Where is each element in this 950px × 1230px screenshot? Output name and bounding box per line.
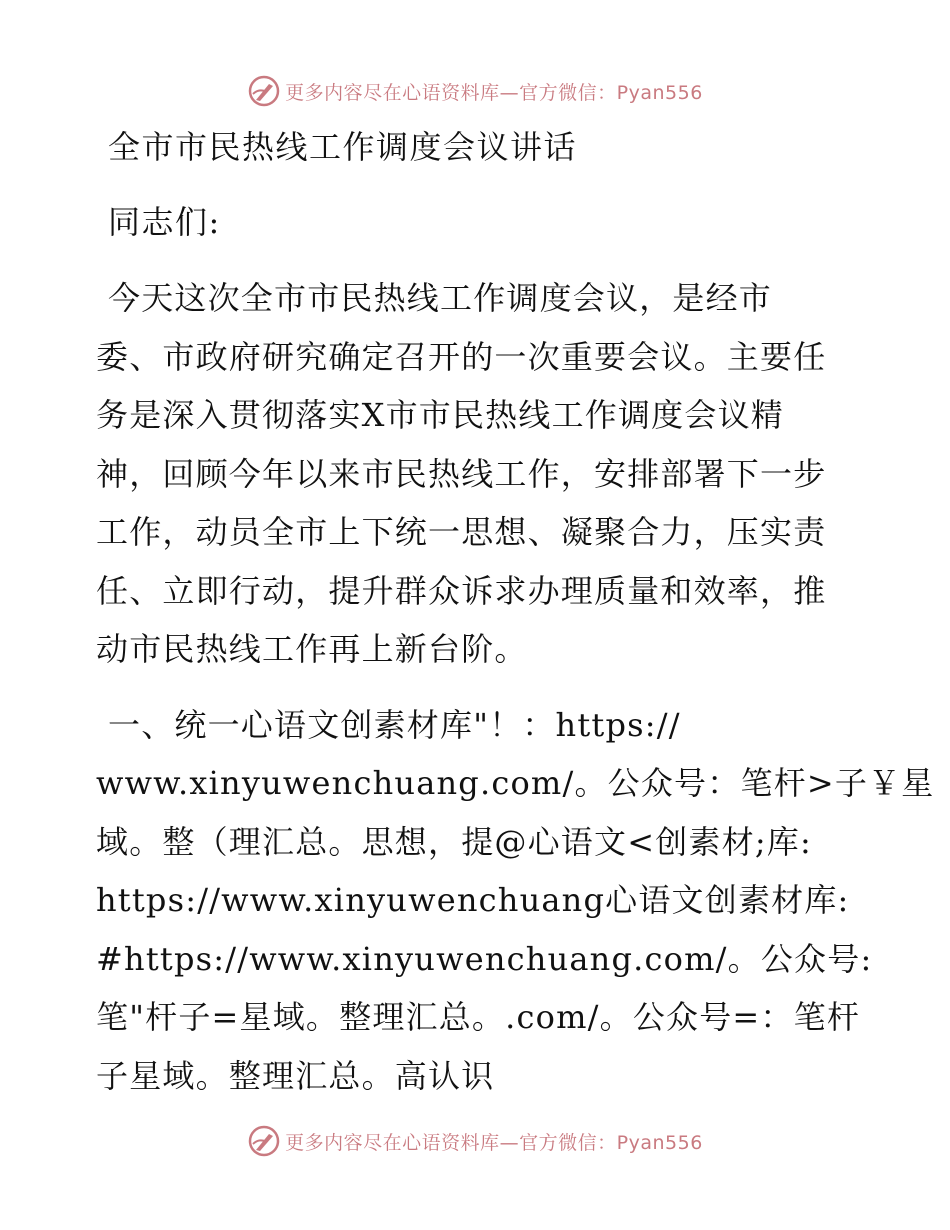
header-watermark [0,71,950,111]
paragraph-line: 域。整（理汇总。思想，提@心语文<创素材;库: [96,822,812,861]
watermark-contact: Pyan556 [616,1131,703,1154]
paragraph-line: 今天这次全市市民热线工作调度会议，是经市 [108,279,773,317]
paragraph-line: #https://www.xinyuwenchuang.com/。公众号: [96,939,873,978]
paragraph-section-one [96,696,935,1106]
paragraph-line: 子星域。整理汇总。高认识 [96,1056,495,1095]
paragraph-line: 委、市政府研究确定召开的一次重要会议。主要任 [96,337,827,376]
paragraph-line: www.xinyuwenchuang.com/。公众号：笔杆>子￥星 [96,764,935,802]
watermark-contact: Pyan556 [616,81,703,104]
paragraph-line: 工作，动员全市上下统一思想、凝聚合力，压实责 [96,513,827,551]
paragraph-line: 任、立即行动，提升群众诉求办理质量和效率，推 [96,571,827,610]
footer-watermark [0,1121,950,1161]
quill-pen-logo-icon [247,74,281,108]
paragraph-intro [96,269,848,679]
document-title: 全市市民热线工作调度会议讲话 [108,128,578,166]
paragraph-line: https://www.xinyuwenchuang心语文创素材库: [96,881,850,919]
quill-pen-logo-icon [247,1124,281,1158]
watermark-text: 更多内容尽在心语资料库—官方微信：Pyan556 [285,81,703,104]
greeting: 同志们: [108,203,221,241]
document-body [96,118,935,1105]
paragraph-line: 神，回顾今年以来市民热线工作，安排部署下一步 [96,454,827,493]
watermark-text: 更多内容尽在心语资料库—官方微信：Pyan556 [285,1131,703,1154]
paragraph-line: 动市民热线工作再上新台阶。 [96,630,528,668]
paragraph-line: 笔"杆子=星域。整理汇总。.com/。公众号=：笔杆 [96,998,861,1036]
paragraph-line: 务是深入贯彻落实X市市民热线工作调度会议精 [96,396,784,434]
paragraph-line: 一、统一心语文创素材库"！：https:// [108,705,681,744]
